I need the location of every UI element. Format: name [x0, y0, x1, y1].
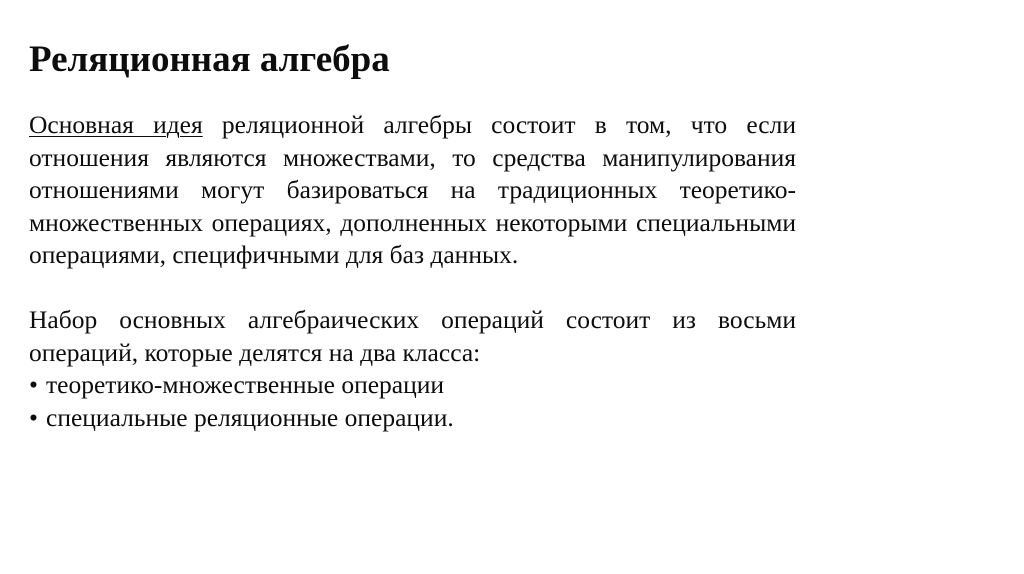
paragraph-main-idea [29, 109, 796, 272]
operations-class-list [29, 369, 796, 434]
paragraph-operations-set [29, 304, 796, 369]
slide-body [29, 109, 796, 434]
slide-title: Реляционная алгебра [29, 39, 390, 80]
bullet-icon: • [29, 370, 38, 399]
list-item [29, 369, 796, 402]
underlined-lead: Основная идея [29, 110, 203, 139]
bullet-icon: • [29, 402, 38, 432]
list-item [29, 402, 796, 435]
paragraph-operations-set-text: Набор основных алгебраических операций состоит из восьми операций, которые делятся на два класса: [29, 305, 796, 367]
list-item-text: специальные реляционные операции. [46, 402, 454, 432]
paragraph-main-idea-text: реляционной алгебры состоит в том, что если отношения являются множествами, то средства манипулирования отношениями могут базироваться на традиционных теоретико-множественных операциях, дополненных некоторыми специальными операциями, специфичными для баз данных. [29, 110, 796, 269]
list-item-text: теоретико-множественные операции [46, 370, 445, 399]
